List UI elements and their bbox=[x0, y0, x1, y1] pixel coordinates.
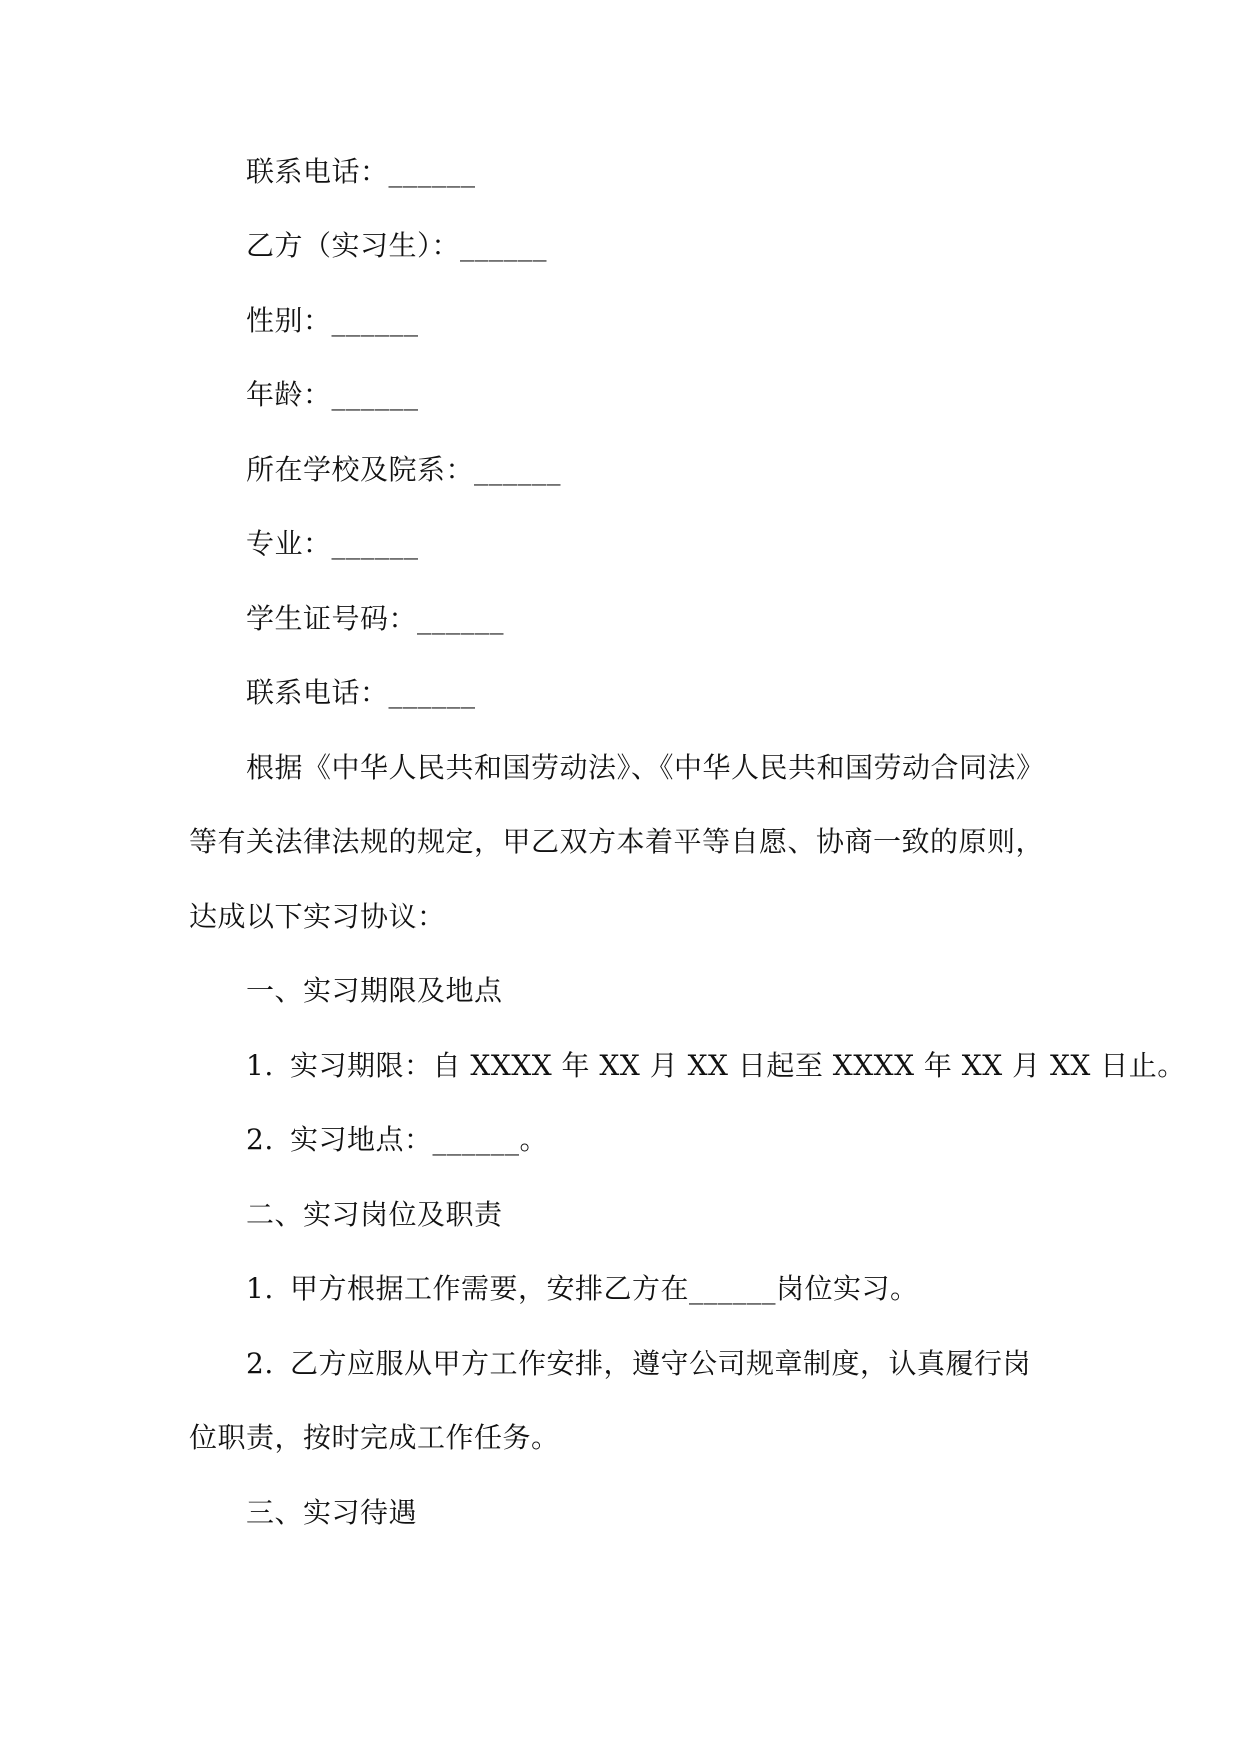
preamble-line-3: 达成以下实习协议： bbox=[189, 900, 446, 933]
clause-2-2 bbox=[246, 1344, 1031, 1384]
student-id-line: 学生证号码：______ bbox=[246, 602, 505, 635]
section-heading-2: 二、实习岗位及职责 bbox=[246, 1198, 503, 1231]
preamble-line-2: 等有关法律法规的规定，甲乙双方本着平等自愿、协商一致的原则， bbox=[189, 825, 1045, 858]
clause-text: 甲方根据工作需要，安排乙方在______岗位实习。 bbox=[290, 1272, 919, 1305]
clause-1-2 bbox=[246, 1120, 548, 1160]
clause-2-1 bbox=[246, 1269, 919, 1309]
contact-phone-a-line: 联系电话：______ bbox=[246, 155, 476, 188]
clause-text: 乙方应服从甲方工作安排，遵守公司规章制度，认真履行岗 bbox=[290, 1347, 1032, 1380]
section-heading-1: 一、实习期限及地点 bbox=[246, 974, 503, 1007]
clause-number: 2. bbox=[246, 1347, 274, 1380]
school-department-line: 所在学校及院系：______ bbox=[246, 453, 562, 486]
party-b-intern-line: 乙方（实习生）：______ bbox=[246, 229, 548, 262]
age-line: 年龄：______ bbox=[246, 378, 419, 411]
clause-text: 实习地点：______。 bbox=[290, 1123, 549, 1156]
major-line: 专业：______ bbox=[246, 527, 419, 560]
clause-number: 1. bbox=[246, 1049, 274, 1082]
preamble-line-1: 根据《中华人民共和国劳动法》、《中华人民共和国劳动合同法》 bbox=[246, 751, 1045, 784]
contact-phone-b-line: 联系电话：______ bbox=[246, 676, 476, 709]
clause-number: 1. bbox=[246, 1272, 274, 1305]
section-heading-3: 三、实习待遇 bbox=[246, 1496, 418, 1529]
clause-text: 实习期限：自 XXXX 年 XX 月 XX 日起至 XXXX 年 XX 月 XX 日止。 bbox=[290, 1049, 1186, 1082]
clause-2-2-continuation: 位职责，按时完成工作任务。 bbox=[189, 1421, 560, 1454]
clause-1-1 bbox=[246, 1046, 1186, 1086]
gender-line: 性别：______ bbox=[246, 304, 419, 337]
clause-number: 2. bbox=[246, 1123, 274, 1156]
